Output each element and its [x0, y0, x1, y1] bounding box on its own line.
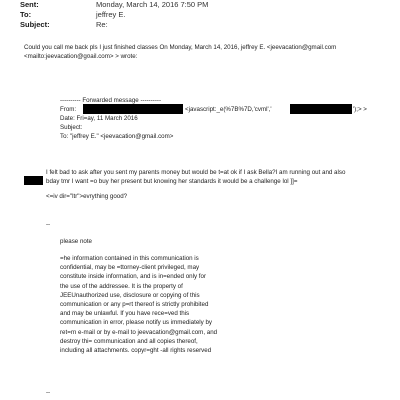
date-line: Date: Fri=ay, 11 March 2016 — [60, 115, 138, 122]
message-line-1: I felt bad to ask after you sent my parents money but would be t=at ok if I ask Bella?I am running out and also — [46, 169, 346, 176]
to-value: jeffrey E. — [96, 10, 126, 19]
please-note: please note — [60, 238, 92, 245]
subject-line: Subject: — [60, 124, 83, 131]
sent-value: Monday, March 14, 2016 7:50 PM — [96, 0, 209, 9]
signature-dash: -- — [46, 221, 51, 228]
div-fragment-line: <=iv dir="ltr">evrything good? — [46, 193, 128, 200]
redaction-bar — [290, 104, 352, 114]
confidentiality-notice: =he information contained in this communication is confidential, may be =ttorney-client privileged, may constitute inside information, and is in=ended only for the use of the addressee. It is the property of JEEUnauthorized use, disclosure or copying of this communication or any p=rt thereof is strictly prohibited and may be unlawful. If you have rece=ved this communication in error, please notify us immediately by ret=rn e-mail or by e-mail to jeevacation@gmail.com, and destroy thi= communication and all copies thereof, including all attachments. copyr=ght -all rights reserved — [60, 255, 218, 355]
forwarded-separator: ---------- Forwarded message ---------- — [60, 97, 162, 104]
redaction-bar — [83, 104, 183, 114]
subject-value: Re: — [96, 20, 108, 29]
to-line: To: "jeffrey E." <jeevacation@gmail.com> — [60, 133, 174, 140]
reply-line-1: Could you call me back pls I just finished classes On Monday, March 14, 2016, jeffrey E. <jeevacation@gmail.com — [24, 44, 337, 51]
subject-label: Subject: — [20, 20, 50, 29]
message-line-2: bday tmr I want =o buy her present but knowing her standards it would be a challenge lol ]]= — [46, 178, 298, 185]
to-label: To: — [20, 10, 32, 19]
reply-line-2: <mailto:jeevacation@g¤ail.com> > wrote: — [24, 53, 138, 60]
from-javascript-text: <javascript:_e(%7B%7D,'cvml',' — [185, 106, 272, 113]
from-label: From: — [60, 106, 77, 113]
sent-label: Sent: — [20, 0, 39, 9]
from-end-text: ');> > — [353, 106, 367, 113]
footer-dash: -- — [46, 389, 51, 396]
redaction-bar — [24, 176, 43, 185]
